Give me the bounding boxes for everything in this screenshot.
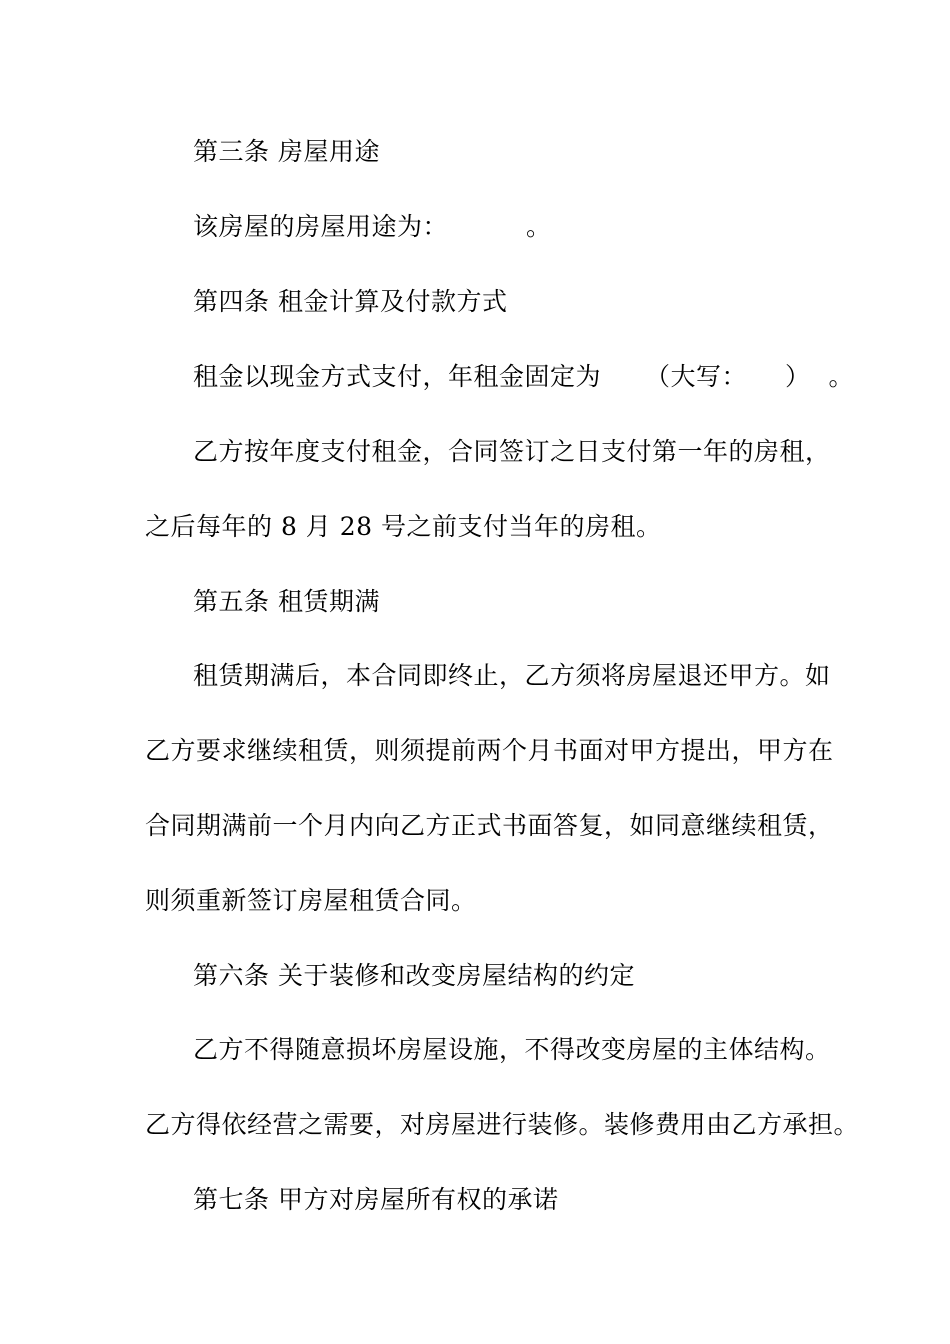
- expiry-line-2: [145, 736, 845, 766]
- article-6-heading-text: 第六条 关于装修和改变房屋结构的约定: [193, 961, 635, 990]
- expiry-line-4: [145, 886, 845, 916]
- article-3-usage-line: [193, 212, 893, 242]
- article-7-heading: [193, 1185, 893, 1215]
- article-5-heading-text: 第五条 租赁期满: [193, 587, 380, 616]
- article-4-heading: [193, 287, 893, 317]
- expiry-text-4: 则须重新签订房屋租赁合同。: [145, 886, 477, 915]
- rent-amount-label: 租金以现金方式支付，年租金固定为: [193, 362, 602, 391]
- decoration-line-2: [145, 1110, 860, 1140]
- expiry-line-3: [145, 811, 845, 841]
- usage-label: 该房屋的房屋用途为：: [193, 212, 449, 241]
- rent-end-mark: 。: [828, 362, 855, 391]
- expiry-text-1: 租赁期满后，本合同即终止，乙方须将房屋退还甲方。如: [193, 661, 831, 690]
- decoration-text-1: 乙方不得随意损坏房屋设施，不得改变房屋的主体结构。: [193, 1035, 831, 1064]
- decoration-line-1: [193, 1035, 893, 1065]
- payment-line-1: [193, 437, 893, 467]
- expiry-text-3: 合同期满前一个月内向乙方正式书面答复，如同意继续租赁，: [145, 811, 834, 840]
- article-5-heading: [193, 587, 893, 617]
- article-4-heading-text: 第四条 租金计算及付款方式: [193, 287, 508, 316]
- article-6-heading: [193, 961, 893, 991]
- expiry-text-2: 乙方要求继续租赁，则须提前两个月书面对甲方提出，甲方在: [145, 736, 834, 765]
- article-3-heading-text: 第三条 房屋用途: [193, 137, 380, 166]
- decoration-text-2: 乙方得依经营之需要，对房屋进行装修。装修费用由乙方承担。: [145, 1110, 860, 1139]
- payment-text-2: 之后每年的 8 月 28 号之前支付当年的房租。: [145, 512, 662, 541]
- article-7-heading-text: 第七条 甲方对房屋所有权的承诺: [193, 1185, 559, 1214]
- rent-uppercase-close: ）: [785, 362, 811, 391]
- rent-amount-line: [193, 362, 893, 392]
- article-3-heading: [193, 137, 893, 167]
- expiry-line-1: [193, 661, 893, 691]
- rent-uppercase-open: （大写：: [645, 362, 748, 391]
- payment-text-1: 乙方按年度支付租金，合同签订之日支付第一年的房租，: [193, 437, 831, 466]
- usage-end-mark: 。: [526, 212, 552, 241]
- payment-line-2: [145, 512, 845, 542]
